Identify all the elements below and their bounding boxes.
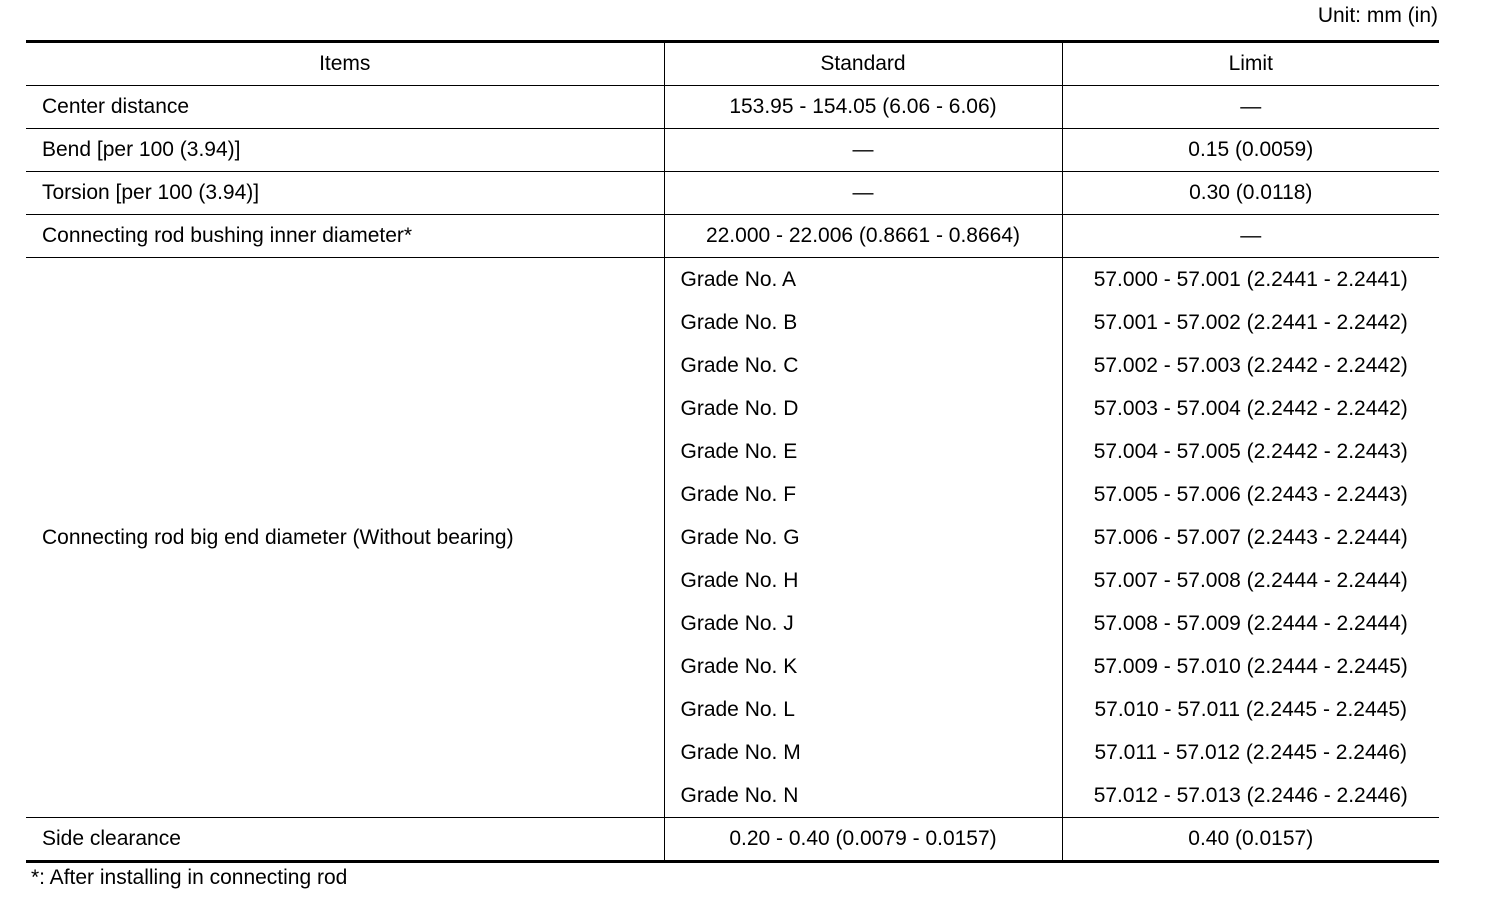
grade-label: Grade No. D	[664, 387, 1062, 430]
grade-label: Grade No. G	[664, 516, 1062, 559]
grade-label: Grade No. A	[664, 258, 1062, 302]
grade-value: 57.011 - 57.012 (2.2445 - 2.2446)	[1062, 731, 1439, 774]
grade-label: Grade No. M	[664, 731, 1062, 774]
footnote: *: After installing in connecting rod	[31, 866, 348, 889]
table-row	[26, 129, 1439, 172]
row-item: Bend [per 100 (3.94)]	[26, 129, 664, 172]
header-items: Items	[26, 42, 664, 86]
row-standard: 0.20 - 0.40 (0.0079 - 0.0157)	[664, 818, 1062, 862]
grade-value: 57.007 - 57.008 (2.2444 - 2.2444)	[1062, 559, 1439, 602]
row-limit: 0.40 (0.0157)	[1062, 818, 1439, 862]
grade-value: 57.005 - 57.006 (2.2443 - 2.2443)	[1062, 473, 1439, 516]
table-row	[26, 172, 1439, 215]
grade-value: 57.012 - 57.013 (2.2446 - 2.2446)	[1062, 774, 1439, 818]
grade-label: Grade No. J	[664, 602, 1062, 645]
grade-value: 57.009 - 57.010 (2.2444 - 2.2445)	[1062, 645, 1439, 688]
spec-table	[26, 40, 1439, 863]
grade-value: 57.003 - 57.004 (2.2442 - 2.2442)	[1062, 387, 1439, 430]
grade-value: 57.000 - 57.001 (2.2441 - 2.2441)	[1062, 258, 1439, 302]
grade-label: Grade No. L	[664, 688, 1062, 731]
grade-value: 57.001 - 57.002 (2.2441 - 2.2442)	[1062, 301, 1439, 344]
row-limit: 0.15 (0.0059)	[1062, 129, 1439, 172]
row-limit: 0.30 (0.0118)	[1062, 172, 1439, 215]
row-standard: 153.95 - 154.05 (6.06 - 6.06)	[664, 86, 1062, 129]
big-end-item: Connecting rod big end diameter (Without bearing)	[26, 258, 664, 818]
row-item: Torsion [per 100 (3.94)]	[26, 172, 664, 215]
table-row	[26, 215, 1439, 258]
row-item: Side clearance	[26, 818, 664, 862]
table-row	[26, 86, 1439, 129]
row-limit: —	[1062, 215, 1439, 258]
grade-value: 57.008 - 57.009 (2.2444 - 2.2444)	[1062, 602, 1439, 645]
header-limit: Limit	[1062, 42, 1439, 86]
grade-label: Grade No. B	[664, 301, 1062, 344]
grade-row	[26, 258, 1439, 302]
grade-label: Grade No. K	[664, 645, 1062, 688]
table-row	[26, 818, 1439, 862]
header-standard: Standard	[664, 42, 1062, 86]
grade-label: Grade No. F	[664, 473, 1062, 516]
unit-label: Unit: mm (in)	[1317, 4, 1438, 27]
grade-value: 57.010 - 57.011 (2.2445 - 2.2445)	[1062, 688, 1439, 731]
row-limit: —	[1062, 86, 1439, 129]
row-standard: 22.000 - 22.006 (0.8661 - 0.8664)	[664, 215, 1062, 258]
grade-value: 57.002 - 57.003 (2.2442 - 2.2442)	[1062, 344, 1439, 387]
row-standard: —	[664, 172, 1062, 215]
row-item: Center distance	[26, 86, 664, 129]
header-row	[26, 42, 1439, 86]
grade-label: Grade No. C	[664, 344, 1062, 387]
grade-label: Grade No. E	[664, 430, 1062, 473]
grade-label: Grade No. N	[664, 774, 1062, 818]
grade-value: 57.004 - 57.005 (2.2442 - 2.2443)	[1062, 430, 1439, 473]
row-item: Connecting rod bushing inner diameter*	[26, 215, 664, 258]
grade-value: 57.006 - 57.007 (2.2443 - 2.2444)	[1062, 516, 1439, 559]
row-standard: —	[664, 129, 1062, 172]
grade-label: Grade No. H	[664, 559, 1062, 602]
